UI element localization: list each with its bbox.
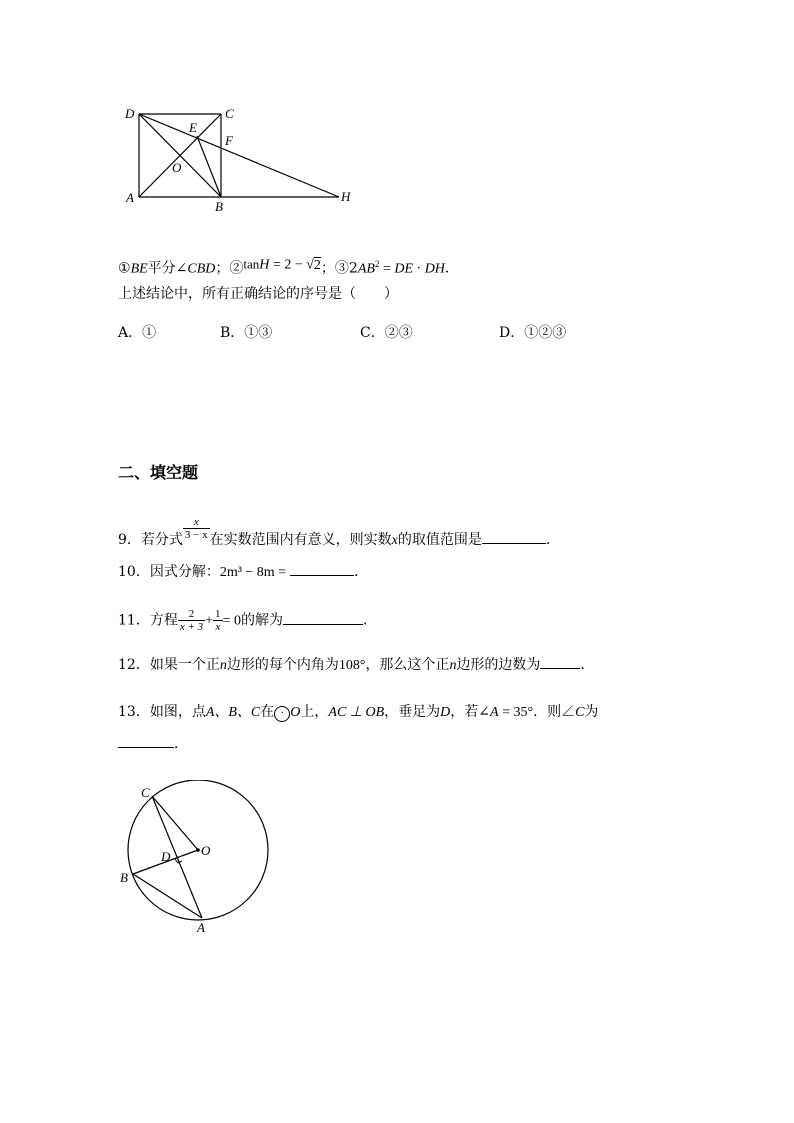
q10-answer-blank[interactable]: [290, 563, 354, 576]
q11-fraction-1: $\frac{2}{x + 3}$: [179, 608, 204, 633]
question-13-blank-line: ．: [118, 735, 188, 753]
label-E: E: [189, 120, 197, 135]
q11-answer-blank[interactable]: [283, 612, 363, 625]
figure-square-diagram: [115, 100, 365, 215]
q8-question: 上述结论中，所有正确结论的序号是（ ）: [118, 286, 398, 302]
q11-fraction-2: $\frac{1}{x}$: [215, 608, 221, 633]
q8-option-b[interactable]: B．①③: [220, 325, 273, 341]
q8-option-a[interactable]: A．①: [118, 325, 157, 341]
q12-answer-blank[interactable]: [540, 656, 580, 669]
label-A: A: [197, 920, 205, 935]
question-10: 10．因式分解：2m³ − 8m = ．: [118, 564, 369, 580]
label-B: B: [120, 870, 128, 885]
section-title: 二、填空题: [118, 463, 199, 482]
question-12: 12．如果一个正n边形的每个内角为108°，那么这个正n边形的边数为 ．: [118, 657, 595, 673]
line-DH: [139, 114, 339, 197]
q8-option-c[interactable]: C．②③: [360, 325, 413, 341]
label-D: D: [125, 106, 135, 121]
chord-CA: [152, 796, 202, 918]
label-B: B: [215, 199, 223, 214]
label-O: O: [201, 843, 211, 858]
label-A: A: [126, 190, 134, 205]
center-dot: [196, 848, 200, 852]
q13-answer-blank[interactable]: [118, 735, 174, 748]
q8-conclusions: ①BE平分∠CBD；②tanH = 2 − √2；$③2AB^2$ = DE · DH．: [118, 256, 459, 277]
q9-answer-blank[interactable]: [482, 531, 546, 544]
q9-fraction: $\frac{x}{3 - x}$: [184, 516, 208, 541]
label-F: F: [225, 133, 233, 148]
label-O: O: [172, 160, 182, 175]
figure-circle-diagram: [110, 780, 280, 940]
line-CO: [152, 796, 198, 850]
question-9: 9．若分式 $\frac{x}{3 - x}$ 在实数范围内有意义，则实数x的取值范围是 ．: [118, 516, 560, 548]
q8-option-d[interactable]: D．①②③: [499, 325, 567, 341]
circle-o-symbol: ·: [274, 706, 290, 722]
question-11: 11．方程 $\frac{2}{x + 3}$ + $\frac{1}{x}$ = 0的解为 ．: [118, 608, 377, 633]
label-D: D: [161, 849, 171, 864]
chord-BA: [133, 874, 202, 918]
label-C: C: [141, 785, 150, 800]
label-H: H: [341, 189, 351, 204]
line-BE: [197, 136, 221, 197]
label-C: C: [225, 106, 234, 121]
question-13: 13．如图，点A、B、C在 · O上，AC ⊥ OB，垂足为D，若∠A = 35°．则∠C为: [118, 704, 599, 720]
